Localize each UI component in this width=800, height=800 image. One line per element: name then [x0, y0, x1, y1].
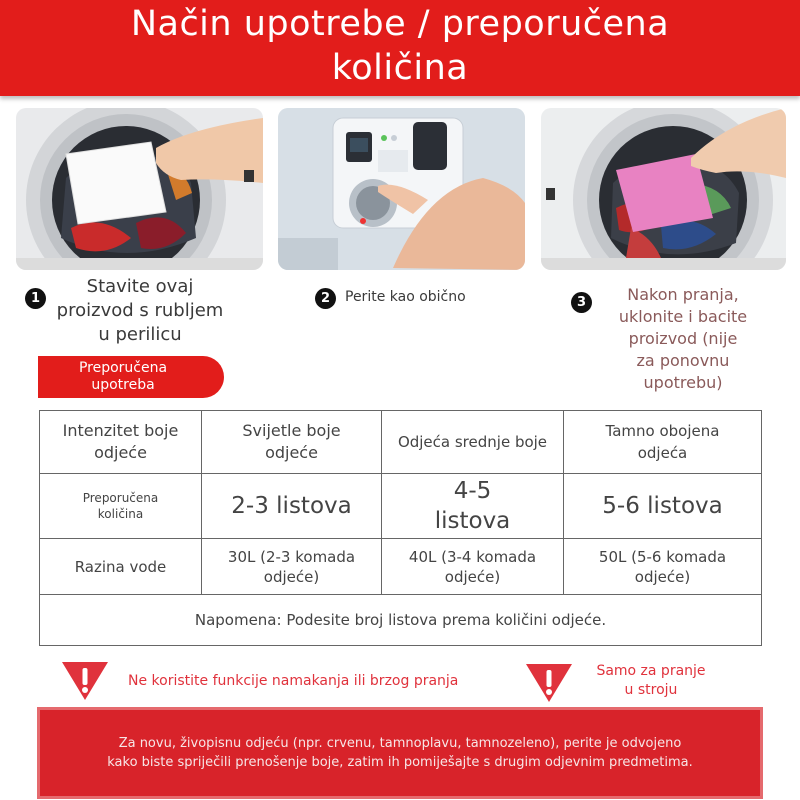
- row-label-color-intensity: [40, 411, 202, 474]
- amount-medium-colors: [382, 474, 564, 539]
- cell-line: odjeće): [444, 567, 501, 586]
- row-label-water-level: Razina vode: [40, 539, 202, 595]
- warning-no-soak-text: [128, 672, 488, 691]
- amount-dark-colors: [564, 474, 762, 539]
- warning-line: u stroju: [624, 682, 678, 698]
- page-title-line-1: Način upotrebe / preporučena: [130, 4, 670, 44]
- water-light-colors: [202, 539, 382, 595]
- step-2-number: 2: [315, 288, 336, 309]
- step-1-text-line: proizvod s rubljem: [56, 300, 224, 321]
- step-2-text-line: Perite kao obično: [345, 289, 466, 305]
- amount-light-colors: [202, 474, 382, 539]
- cell-line: odjeće): [263, 567, 320, 586]
- cell-line: odjeće: [94, 443, 147, 462]
- cell-line: 50L (5-6 komada: [598, 547, 727, 566]
- step-1-text-line: u perilicu: [98, 324, 182, 345]
- step-1-text: [40, 275, 240, 347]
- table-row-note: [40, 595, 762, 646]
- water-medium-colors: [382, 539, 564, 595]
- warning-triangle-icon: [60, 660, 110, 706]
- row-label-recommended-amount: [40, 474, 202, 539]
- water-dark-colors: [564, 539, 762, 595]
- table-row-recommended-amount: [40, 474, 762, 539]
- step-3-text-line: proizvod (nije: [628, 329, 738, 348]
- step-1-text-line: Stavite ovaj: [86, 276, 194, 297]
- cell-line: odjeće): [634, 567, 691, 586]
- cell-line: 4-5: [453, 478, 492, 504]
- warning-line: Samo za pranje: [596, 663, 706, 679]
- cell-line: odjeća: [637, 444, 688, 462]
- cell-line: Intenzitet boje: [62, 421, 179, 440]
- step-1-photo: [16, 108, 263, 270]
- cell-line: listova: [434, 508, 511, 534]
- table-row-color-intensity: [40, 411, 762, 474]
- column-dark-colors: [564, 411, 762, 474]
- step-2-photo: [278, 108, 525, 270]
- page-title: [0, 2, 800, 90]
- recommended-usage-line-1: Preporučena: [78, 360, 168, 376]
- cell-line: 40L (3-4 komada: [408, 547, 537, 566]
- step-3-text-line: za ponovnu: [636, 351, 730, 370]
- dosage-table: [39, 410, 762, 646]
- cell-line: Preporučena: [82, 491, 159, 505]
- warning-line: Ne koristite funkcije namakanja ili brzog pranja: [128, 673, 459, 689]
- recommended-usage-line-2: upotreba: [91, 377, 155, 393]
- recommended-usage-text: [38, 360, 208, 394]
- step-2-text: [345, 288, 515, 307]
- table-note: Napomena: Podesite broj listova prema količini odjeće.: [40, 595, 762, 646]
- cell-line: količina: [97, 507, 144, 521]
- cell-line: 5-6 listova: [602, 493, 723, 519]
- step-3-text: [598, 284, 768, 394]
- notice-line: Za novu, živopisnu odjeću (npr. crvenu, tamnoplavu, tamnozeleno), perite je odvojeno: [118, 736, 682, 751]
- cell-line: Svijetle boje: [242, 421, 341, 440]
- cell-line: 2-3 listova: [231, 493, 352, 519]
- column-medium-colors: [382, 411, 564, 474]
- cell-line: odjeće: [265, 443, 318, 462]
- step-3-text-line: Nakon pranja,: [627, 285, 739, 304]
- step-3-photo: [541, 108, 786, 270]
- step-3-text-line: uklonite i bacite: [618, 307, 748, 326]
- column-light-colors: [202, 411, 382, 474]
- cell-line: Odjeća srednje boje: [397, 433, 548, 451]
- cell-line: 30L (2-3 komada: [227, 547, 356, 566]
- page-title-line-2: količina: [331, 48, 469, 88]
- warning-triangle-icon: [524, 662, 574, 708]
- cell-line: Tamno obojena: [605, 422, 720, 440]
- recommended-usage-label: [38, 356, 224, 398]
- header-banner: [0, 0, 800, 96]
- step-1-number: 1: [25, 288, 46, 309]
- step-3-number: 3: [571, 292, 592, 313]
- notice-text: [40, 734, 760, 772]
- step-3-text-line: upotrebu): [643, 373, 723, 392]
- warning-machine-wash-text: [586, 662, 716, 700]
- table-row-water-level: [40, 539, 762, 595]
- notice-line: kako biste spriječili prenošenje boje, zatim ih pomiješajte s drugim odjevnim predmetima.: [107, 755, 693, 770]
